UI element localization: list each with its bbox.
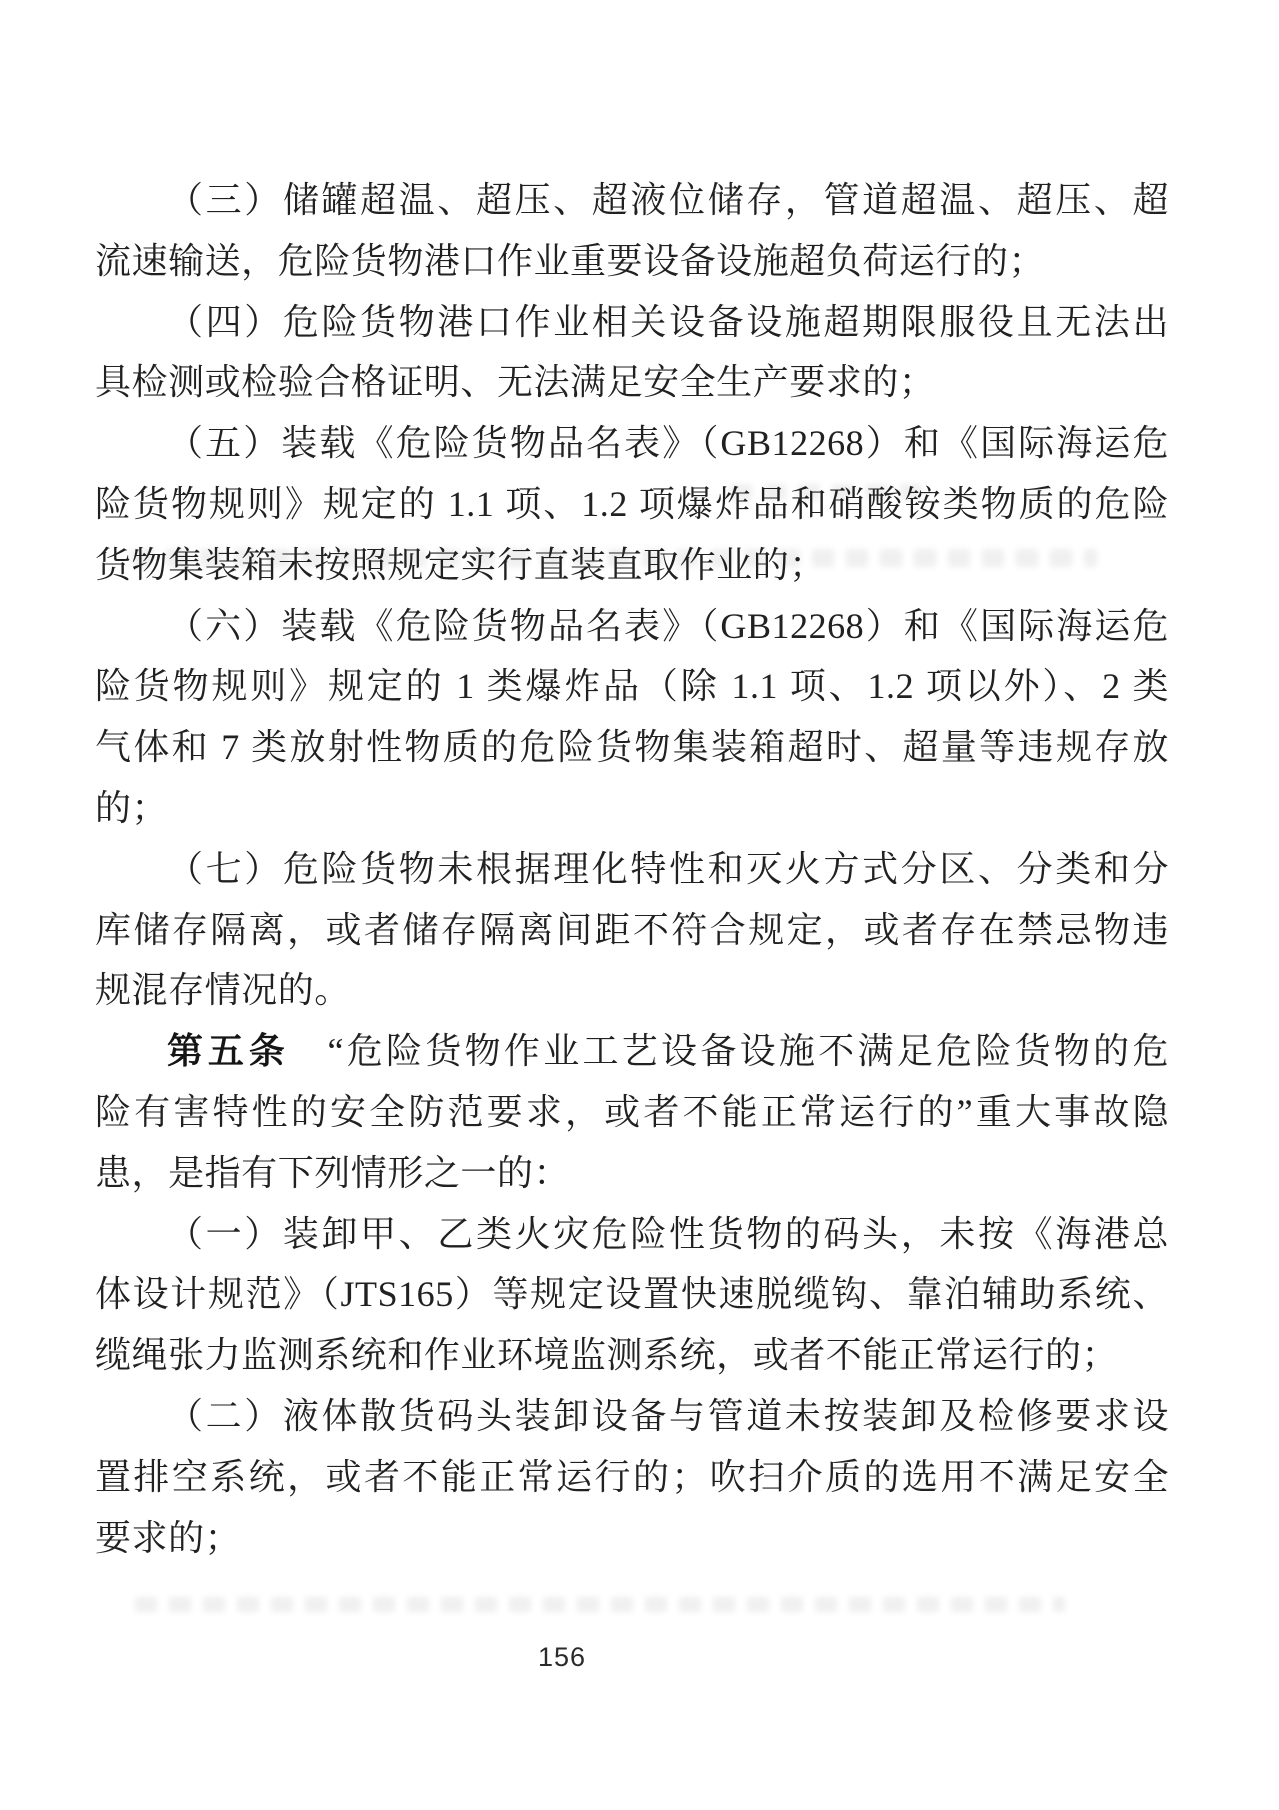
article-heading: 第五条 xyxy=(167,1030,290,1072)
text-line xyxy=(95,231,1169,292)
line-text: 的； xyxy=(95,787,169,828)
line-text: 规混存情况的。 xyxy=(95,970,351,1011)
line-text: “危险货物作业工艺设备设施不满足危险货物的危 xyxy=(327,1031,1170,1072)
text-line xyxy=(95,1204,1169,1265)
text-line xyxy=(95,474,1169,535)
page-number: 156 xyxy=(537,1642,587,1673)
line-text: （六）装载《危险货物品名表》（GB12268）和《国际海运危 xyxy=(167,605,1169,646)
page-footer xyxy=(25,1642,1099,1673)
line-text: （三）储罐超温、超压、超液位储存，管道超温、超压、超 xyxy=(167,180,1169,220)
line-text: （五）装载《危险货物品名表》（GB12268）和《国际海运危 xyxy=(167,423,1169,464)
text-line xyxy=(95,1325,1169,1386)
scan-bleedthrough-artifact xyxy=(135,1597,1065,1612)
line-text: 流速输送，危险货物港口作业重要设备设施超负荷运行的； xyxy=(95,240,1046,281)
text-line xyxy=(95,1264,1169,1325)
line-text: （二）液体散货码头装卸设备与管道未按装卸及检修要求设 xyxy=(167,1395,1169,1436)
text-line xyxy=(95,960,1169,1021)
text-line xyxy=(95,656,1169,717)
text-line xyxy=(95,1508,1169,1569)
line-text: 要求的； xyxy=(95,1517,242,1558)
text-line xyxy=(95,1082,1169,1143)
text-line xyxy=(95,413,1169,474)
text-line xyxy=(95,1143,1169,1204)
line-text: （四）危险货物港口作业相关设备设施超期限服役且无法出 xyxy=(167,301,1169,342)
line-text: 险有害特性的安全防范要求，或者不能正常运行的”重大事故隐 xyxy=(95,1091,1169,1132)
line-text: 患，是指有下列情形之一的： xyxy=(95,1152,571,1193)
text-line xyxy=(95,1447,1169,1508)
line-text: 险货物规则》规定的 1.1 项、1.2 项爆炸品和硝酸铵类物质的危险 xyxy=(95,483,1169,524)
text-line xyxy=(95,292,1169,353)
line-text: 体设计规范》（JTS165）等规定设置快速脱缆钩、靠泊辅助系统、 xyxy=(95,1274,1169,1315)
text-line xyxy=(95,596,1169,657)
line-text: 缆绳张力监测系统和作业环境监测系统，或者不能正常运行的； xyxy=(95,1335,1119,1376)
text-line xyxy=(95,717,1169,778)
text-line xyxy=(95,839,1169,900)
line-text: （一）装卸甲、乙类火灾危险性货物的码头，未按《海港总 xyxy=(167,1213,1169,1254)
text-line xyxy=(95,778,1169,839)
text-line xyxy=(95,352,1169,413)
line-text: 置排空系统，或者不能正常运行的；吹扫介质的选用不满足安全 xyxy=(95,1456,1169,1497)
text-block xyxy=(95,170,1169,1568)
text-line xyxy=(95,900,1169,961)
line-text: 具检测或检验合格证明、无法满足安全生产要求的； xyxy=(95,362,936,403)
line-text: 气体和 7 类放射性物质的危险货物集装箱超时、超量等违规存放 xyxy=(95,727,1169,768)
text-line xyxy=(95,170,1169,231)
line-text: 库储存隔离，或者储存隔离间距不符合规定，或者存在禁忌物违 xyxy=(95,909,1169,950)
text-line xyxy=(95,1021,1169,1082)
line-text: 险货物规则》规定的 1 类爆炸品（除 1.1 项、1.2 项以外）、2 类 xyxy=(95,666,1169,707)
text-line xyxy=(95,535,1169,596)
text-line xyxy=(95,1386,1169,1447)
line-text: 货物集装箱未按照规定实行直装直取作业的； xyxy=(95,544,826,585)
line-text: （七）危险货物未根据理化特性和灭火方式分区、分类和分 xyxy=(167,848,1169,889)
